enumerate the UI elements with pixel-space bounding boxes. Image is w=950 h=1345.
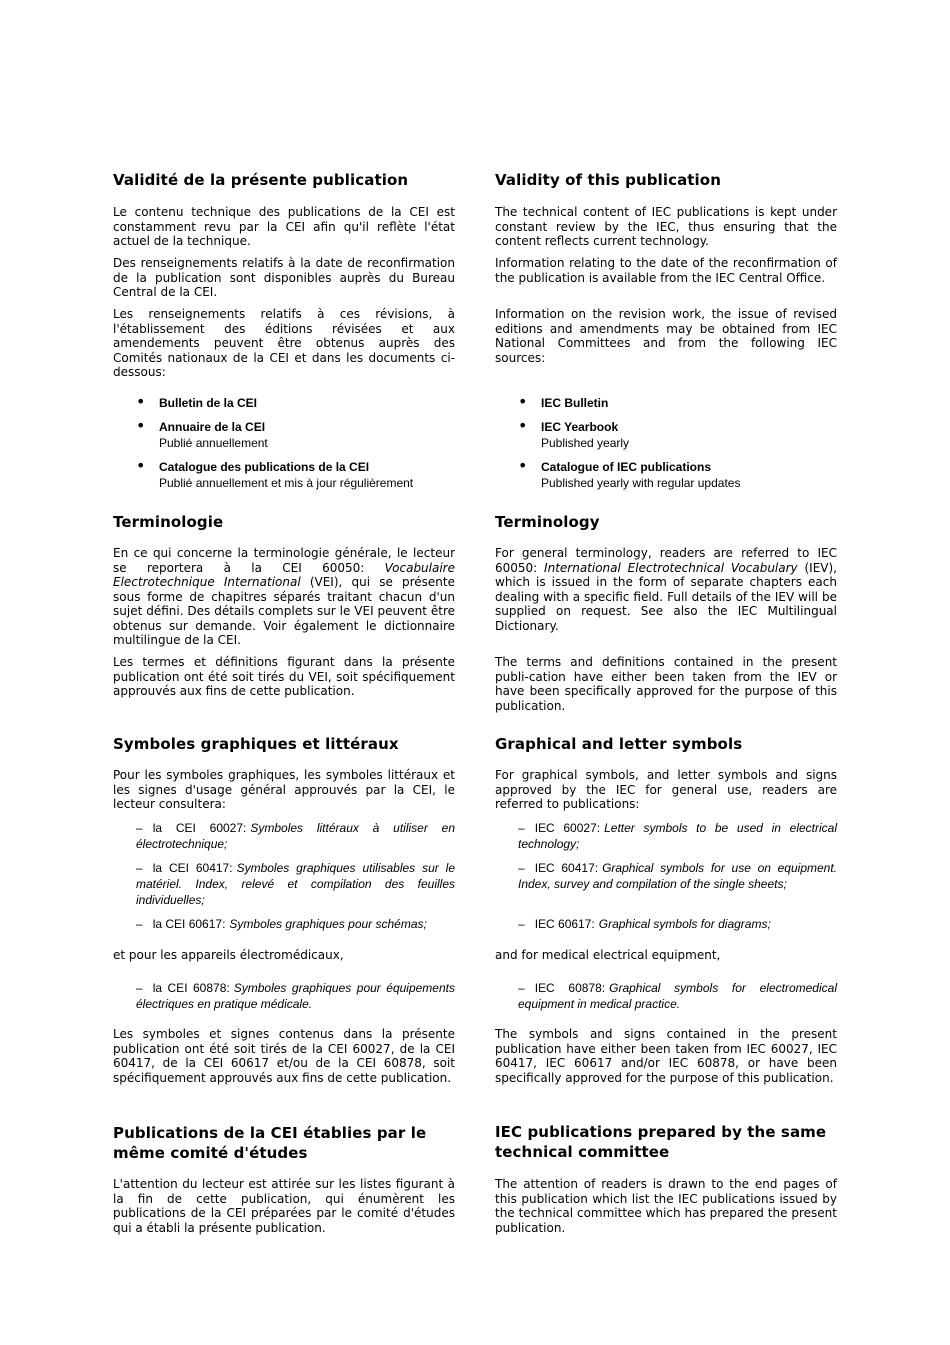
en-committee-paragraph: The attention of readers is drawn to the end pages of this publication which list the IEC publications issued by the technical committee which has prepared the present publication. [495, 1177, 837, 1235]
en-reference-title: Graphical symbols for electromedical equipment in medical practice. [518, 981, 837, 1011]
en-reference-label: IEC 60617: [534, 917, 595, 931]
fr-bullet-subtitle: Publié annuellement et mis à jour régulièrement [159, 476, 414, 490]
fr-validity-heading: Validité de la présente publication [113, 171, 409, 189]
en-bullet-item [495, 392, 837, 411]
fr-reference-title: Symboles graphiques utilisables sur le matériel. Index, relevé et compilation des feuilles individuelles; [136, 861, 456, 907]
dash-marker: – [518, 917, 525, 931]
en-committee-heading-line: IEC publications prepared by the same [495, 1123, 827, 1141]
dash-marker: – [518, 821, 525, 835]
fr-vocabulary-title: Vocabulaire Electrotechnique International [113, 560, 455, 589]
en-bullet-item [495, 416, 837, 451]
fr-terminology-paragraph-2: Les termes et définitions figurant dans la présente publication ont été soit tirés du VEI, soit spécifiquement approuvés aux fins de cette publication. [113, 655, 455, 698]
en-reference-item [518, 820, 837, 852]
fr-reference-item [136, 820, 455, 852]
bullet-icon: • [518, 416, 528, 435]
en-bullet-subtitle: Published yearly [541, 436, 630, 450]
en-validity-paragraph-1: The technical content of IEC publications is kept under constant review by the IEC, thus ensuring that the content reflects current technology. [495, 205, 837, 248]
dash-marker: – [518, 981, 525, 995]
bullet-icon: • [518, 392, 528, 411]
bullet-icon: • [136, 392, 146, 411]
en-medical-reference [518, 980, 837, 1012]
en-reference-title: Graphical symbols for diagrams; [598, 917, 771, 931]
fr-reference-title: Symboles littéraux à utiliser en électrotechnique; [136, 821, 455, 851]
fr-reference-label: la CEI 60417: [152, 861, 233, 875]
fr-bullet-title: Annuaire de la CEI [159, 420, 266, 434]
en-terminology-heading: Terminology [495, 513, 600, 531]
fr-reference-title: Symboles graphiques pour équipements électriques en pratique médicale. [136, 981, 455, 1011]
fr-reference-label: la CEI 60617: [152, 917, 226, 931]
fr-symbols-closing: Les symboles et signes contenus dans la présente publication ont été soit tirés de la CEI 60027, de la CEI 60417, de la CEI 60617 et/ou de la CEI 60878, soit spécifiquement approuvés aux fins de cette publication. [113, 1027, 455, 1085]
fr-committee-heading [113, 1123, 455, 1163]
dash-marker: – [518, 861, 525, 875]
fr-validity-paragraph-2: Des renseignements relatifs à la date de reconfirmation de la publication sont disponibles auprès du Bureau Central de la CEI. [113, 256, 455, 299]
fr-validity-paragraph-3: Les renseignements relatifs à ces révisions, à l'établissement des éditions révisées et aux amendements peuvent être obtenus auprès des Comités nationaux de la CEI et dans les documents ci-dessous: [113, 307, 455, 379]
fr-bullet-title: Catalogue des publications de la CEI [159, 460, 370, 474]
dash-marker: – [136, 917, 143, 931]
en-bullet-subtitle: Published yearly with regular updates [541, 476, 741, 490]
en-committee-heading [495, 1122, 837, 1162]
en-reference-label: IEC 60878: [534, 981, 606, 995]
fr-terminology-paragraph-1 [113, 546, 455, 648]
en-reference-item [518, 860, 837, 892]
en-reference-label: IEC 60417: [534, 861, 599, 875]
en-terminology-text: For general terminology, readers are referred to IEC 60050: [495, 546, 837, 575]
en-vocabulary-title: International Electrotechnical Vocabulary [544, 560, 798, 575]
fr-validity-section [113, 170, 455, 190]
english-column [495, 0, 837, 1345]
fr-reference-item [136, 916, 455, 932]
bullet-icon: • [518, 456, 528, 475]
en-reference-title: Letter symbols to be used in electrical technology; [518, 821, 838, 851]
fr-symbols-intro: Pour les symboles graphiques, les symboles littéraux et les signes d'usage général approuvés par la CEI, le lecteur consultera: [113, 768, 455, 811]
en-terminology-paragraph-1 [495, 546, 837, 633]
fr-symbols-heading: Symboles graphiques et littéraux [113, 735, 399, 753]
fr-bullet-item [113, 392, 455, 411]
fr-medical-intro: et pour les appareils électromédicaux, [113, 948, 344, 962]
fr-validity-paragraph-1: Le contenu technique des publications de la CEI est constamment revu par la CEI afin qu'il reflète l'état actuel de la technique. [113, 205, 455, 248]
dash-marker: – [136, 821, 143, 835]
en-symbols-intro: For graphical symbols, and letter symbols and signs approved by the IEC for general use, readers are referred to publications: [495, 768, 837, 811]
fr-committee-heading-line: Publications de la CEI établies par le [113, 1124, 427, 1142]
en-medical-intro: and for medical electrical equipment, [495, 948, 721, 962]
fr-reference-item [136, 860, 455, 908]
fr-bullet-title: Bulletin de la CEI [159, 396, 258, 410]
en-validity-paragraph-2: Information relating to the date of the reconfirmation of the publication is available from the IEC Central Office. [495, 256, 837, 285]
fr-committee-paragraph: L'attention du lecteur est attirée sur les listes figurant à la fin de cette publication, qui énumèrent les publications de la CEI préparées par le comité d'études qui a établi la présente publication. [113, 1177, 455, 1235]
en-reference-title: Graphical symbols for use on equipment. Index, survey and compilation of the single sheets; [518, 861, 837, 891]
en-terminology-text: (IEV), which is issued in the form of separate chapters each dealing with a specific field. Full details of the IEV will be supplied on request. See also the IEC Multilingual Dictionary. [495, 560, 837, 633]
fr-reference-label: la CEI 60878: [152, 981, 230, 995]
en-bullet-title: Catalogue of IEC publications [541, 460, 712, 474]
en-validity-heading: Validity of this publication [495, 171, 721, 189]
bullet-icon: • [136, 416, 146, 435]
fr-bullet-item [113, 416, 455, 451]
fr-reference-title: Symboles graphiques pour schémas; [229, 917, 427, 931]
en-terminology-paragraph-2: The terms and definitions contained in the present publi-cation have either been taken from the IEV or have been specifically approved for the purpose of this publication. [495, 655, 837, 713]
fr-reference-label: la CEI 60027: [152, 821, 247, 835]
en-bullet-title: IEC Yearbook [541, 420, 619, 434]
fr-bullet-item [113, 456, 455, 491]
fr-committee-heading-line: même comité d'études [113, 1144, 308, 1162]
en-validity-paragraph-3: Information on the revision work, the issue of revised editions and amendments may be obtained from IEC National Committees and from the following IEC sources: [495, 307, 837, 365]
en-committee-heading-line: technical committee [495, 1143, 670, 1161]
dash-marker: – [136, 861, 143, 875]
bullet-icon: • [136, 456, 146, 475]
fr-terminology-heading: Terminologie [113, 513, 224, 531]
en-symbols-heading: Graphical and letter symbols [495, 735, 743, 753]
en-bullet-title: IEC Bulletin [541, 396, 609, 410]
en-reference-label: IEC 60027: [534, 821, 601, 835]
fr-bullet-subtitle: Publié annuellement [159, 436, 268, 450]
fr-terminology-text: En ce qui concerne la terminologie générale, le lecteur se reportera à la CEI 60050: [113, 546, 455, 575]
en-reference-item [518, 916, 837, 932]
french-column [113, 0, 455, 1345]
en-symbols-closing: The symbols and signs contained in the present publication have either been taken from IEC 60027, IEC 60417, IEC 60617 and/or IEC 60878, or have been specifically approved for the purpose of this publication. [495, 1027, 837, 1085]
fr-terminology-text: (VEI), qui se présente sous forme de chapitres séparés traitant chacun d'un sujet défini. Des détails complets sur le VEI peuvent être obtenus sur demande. Voir également le dictionnaire multilingue de la CEI. [113, 575, 455, 647]
dash-marker: – [136, 981, 143, 995]
en-bullet-item [495, 456, 837, 491]
fr-medical-reference [136, 980, 455, 1012]
